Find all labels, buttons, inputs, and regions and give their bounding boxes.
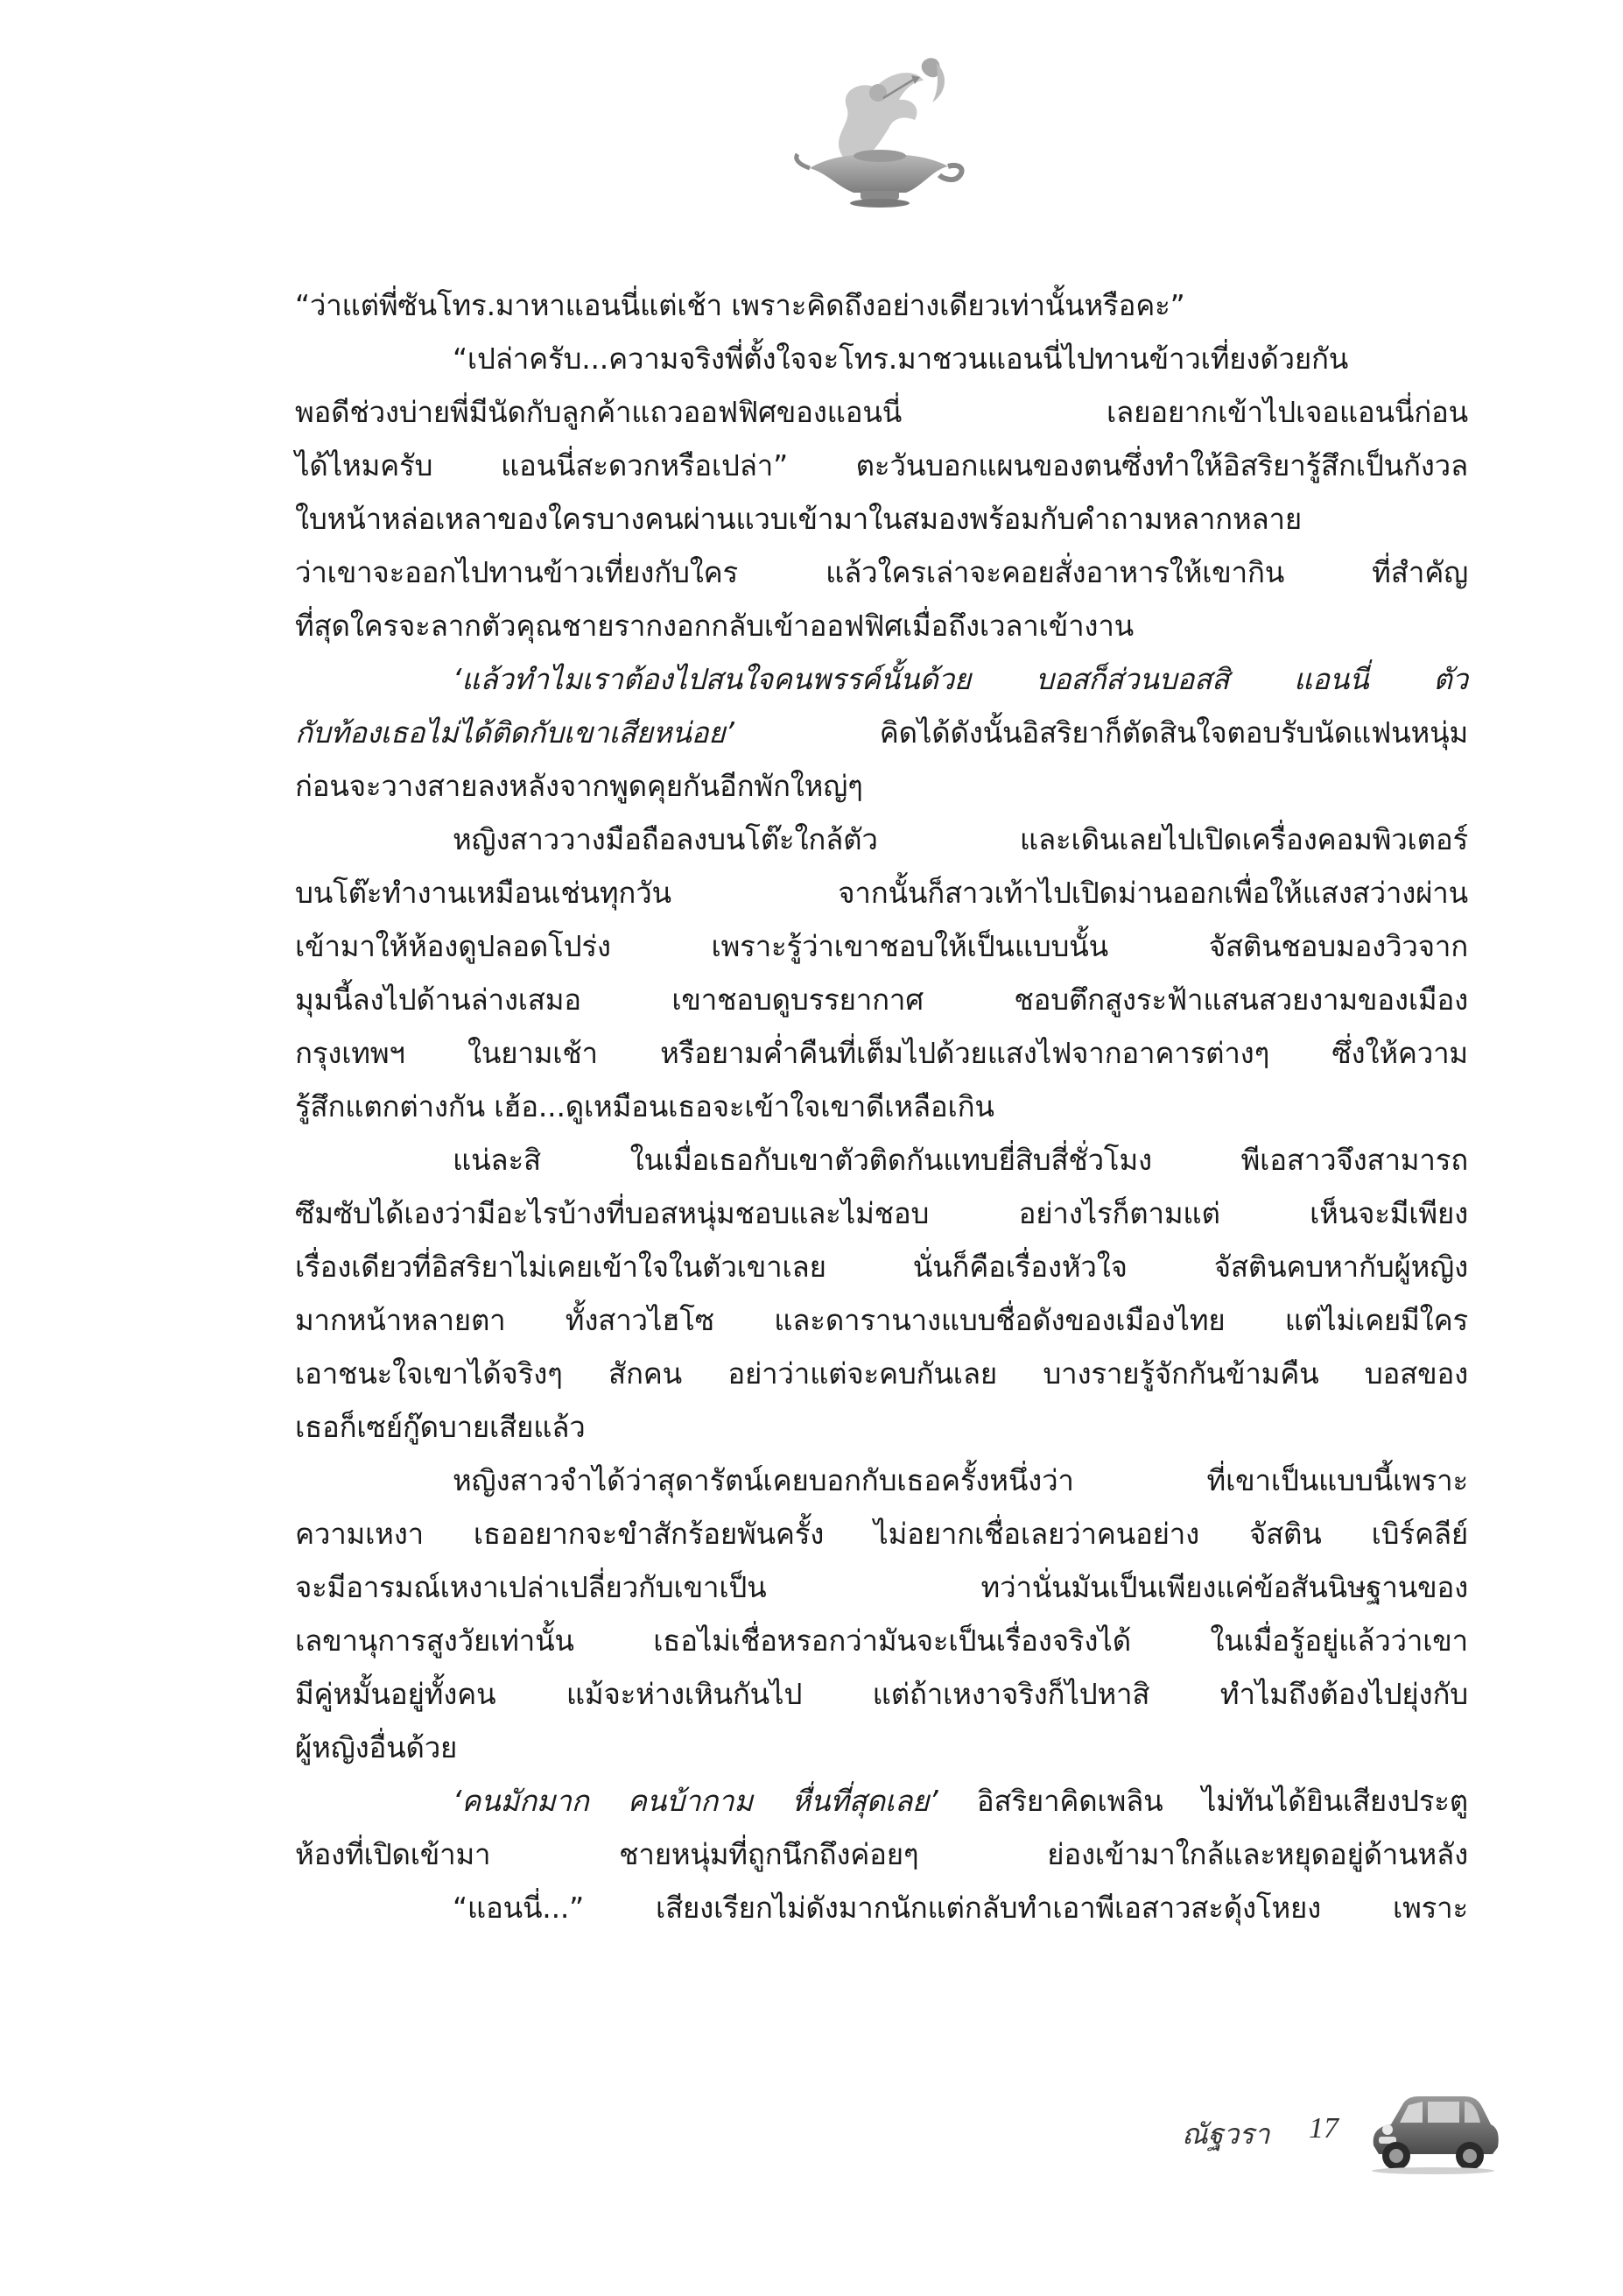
italic-thought: ‘แล้วทำไมเราต้องไปสนใจคนพรรค์นั้นด้วย บอสก็ส่วนบอสสิ แอนนี่ ตัว	[453, 662, 1468, 696]
paragraph-line: ความเหงา เธออยากจะขำสักร้อยพันครั้ง ไม่อยากเชื่อเลยว่าคนอย่าง จัสติน เบิร์คลีย์	[295, 1517, 1468, 1551]
paragraph-line	[295, 652, 1468, 706]
paragraph-line: รู้สึกแตกต่างกัน เฮ้อ...ดูเหมือนเธอจะเข้าใจเขาดีเหลือเกิน	[295, 1089, 994, 1123]
paragraph-line: มากหน้าหลายตา ทั้งสาวไฮโซ และดารานางแบบชื่อดังของเมืองไทย แต่ไม่เคยมีใคร	[295, 1303, 1468, 1337]
paragraph-line: ใบหน้าหล่อเหลาของใครบางคนผ่านแวบเข้ามาในสมองพร้อมกับคำถามหลากหลาย	[295, 502, 1303, 536]
paragraph-line: เลขานุการสูงวัยเท่านั้น เธอไม่เชื่อหรอกว่ามันจะเป็นเรื่องจริงได้ ในเมื่อรู้อยู่แล้วว่าเขา	[295, 1623, 1468, 1658]
paragraph-line	[295, 1774, 1468, 1828]
paragraph-line	[295, 706, 1468, 759]
paragraph-text: คิดได้ดังนั้นอิสริยาก็ตัดสินใจตอบรับนัดแฟนหนุ่ม	[734, 715, 1468, 750]
paragraph-text: อิสริยาคิดเพลิน ไม่ทันได้ยินเสียงประตู	[938, 1784, 1468, 1818]
italic-thought: กับท้องเธอไม่ได้ติดกับเขาเสียหน่อย’	[295, 715, 734, 750]
italic-thought: ‘คนมักมาก คนบ้ากาม หื่นที่สุดเลย’	[453, 1784, 938, 1818]
genie-lamp-cupid-icon	[792, 54, 967, 208]
paragraph-line: บนโต๊ะทำงานเหมือนเช่นทุกวัน จากนั้นก็สาวเท้าไปเปิดม่านออกเพื่อให้แสงสว่างผ่าน	[295, 876, 1468, 910]
paragraph-line: ที่สุดใครจะลากตัวคุณชายรากงอกกลับเข้าออฟฟิศเมื่อถึงเวลาเข้างาน	[295, 609, 1135, 643]
paragraph-line: กรุงเทพฯ ในยามเช้า หรือยามค่ำคืนที่เต็มไปด้วยแสงไฟจากอาคารต่างๆ ซึ่งให้ความ	[295, 1036, 1468, 1070]
paragraph-line: หญิงสาวจำได้ว่าสุดารัตน์เคยบอกกับเธอครั้งหนึ่งว่า ที่เขาเป็นแบบนี้เพราะ	[453, 1463, 1468, 1497]
paragraph-line: ว่าเขาจะออกไปทานข้าวเที่ยงกับใคร แล้วใครเล่าจะคอยสั่งอาหารให้เขากิน ที่สำคัญ	[295, 555, 1468, 589]
paragraph-line: หญิงสาววางมือถือลงบนโต๊ะใกล้ตัว และเดินเลยไปเปิดเครื่องคอมพิวเตอร์	[453, 822, 1468, 856]
author-name: ณัฐวรา	[1182, 2117, 1270, 2151]
page-footer	[1156, 2084, 1497, 2180]
paragraph-line: ได้ไหมครับ แอนนี่สะดวกหรือเปล่า” ตะวันบอกแผนของตนซึ่งทำให้อิสริยารู้สึกเป็นกังวล	[295, 448, 1468, 482]
mini-car-icon	[1361, 2084, 1501, 2176]
paragraph-line: เข้ามาให้ห้องดูปลอดโปร่ง เพราะรู้ว่าเขาชอบให้เป็นแบบนั้น จัสตินชอบมองวิวจาก	[295, 929, 1468, 963]
paragraph-line: “ว่าแต่พี่ซันโทร.มาหาแอนนี่แต่เช้า เพราะคิดถึงอย่างเดียวเท่านั้นหรือคะ”	[295, 288, 1185, 322]
paragraph-line: “เปล่าครับ...ความจริงพี่ตั้งใจจะโทร.มาชวนแอนนี่ไปทานข้าวเที่ยงด้วยกัน	[453, 342, 1349, 376]
paragraph-line: จะมีอารมณ์เหงาเปล่าเปลี่ยวกับเขาเป็น ทว่านั่นมันเป็นเพียงแค่ข้อสันนิษฐานของ	[295, 1570, 1468, 1604]
paragraph-line: เรื่องเดียวที่อิสริยาไม่เคยเข้าใจในตัวเขาเลย นั่นก็คือเรื่องหัวใจ จัสตินคบหากับผู้หญิง	[295, 1250, 1468, 1284]
page-number: 17	[1309, 2112, 1338, 2145]
paragraph-line: ห้องที่เปิดเข้ามา ชายหนุ่มที่ถูกนึกถึงค่อยๆ ย่องเข้ามาใกล้และหยุดอยู่ด้านหลัง	[295, 1837, 1468, 1871]
paragraph-line: ซึมซับได้เองว่ามีอะไรบ้างที่บอสหนุ่มชอบและไม่ชอบ อย่างไรก็ตามแต่ เห็นจะมีเพียง	[295, 1196, 1468, 1230]
paragraph-line: แน่ละสิ ในเมื่อเธอกับเขาตัวติดกันแทบยี่สิบสี่ชั่วโมง พีเอสาวจึงสามารถ	[453, 1143, 1468, 1177]
paragraph-line: เอาชนะใจเขาได้จริงๆ สักคน อย่าว่าแต่จะคบกันเลย บางรายรู้จักกันข้ามคืน บอสของ	[295, 1356, 1468, 1391]
paragraph-line: พอดีช่วงบ่ายพี่มีนัดกับลูกค้าแถวออฟฟิศของแอนนี่ เลยอยากเข้าไปเจอแอนนี่ก่อน	[295, 395, 1468, 429]
story-text	[295, 278, 1468, 1934]
paragraph-line: เธอก็เซย์กู๊ดบายเสียแล้ว	[295, 1410, 586, 1444]
paragraph-line: มีคู่หมั้นอยู่ทั้งคน แม้จะห่างเหินกันไป แต่ถ้าเหงาจริงก็ไปหาสิ ทำไมถึงต้องไปยุ่งกับ	[295, 1677, 1468, 1711]
paragraph-line: มุมนี้ลงไปด้านล่างเสมอ เขาชอบดูบรรยากาศ ชอบตึกสูงระฟ้าแสนสวยงามของเมือง	[295, 982, 1468, 1017]
paragraph-line: “แอนนี่...” เสียงเรียกไม่ดังมากนักแต่กลับทำเอาพีเอสาวสะดุ้งโหยง เพราะ	[453, 1891, 1468, 1925]
paragraph-line: ผู้หญิงอื่นด้วย	[295, 1730, 458, 1764]
paragraph-line: ก่อนจะวางสายลงหลังจากพูดคุยกันอีกพักใหญ่ๆ	[295, 769, 863, 803]
